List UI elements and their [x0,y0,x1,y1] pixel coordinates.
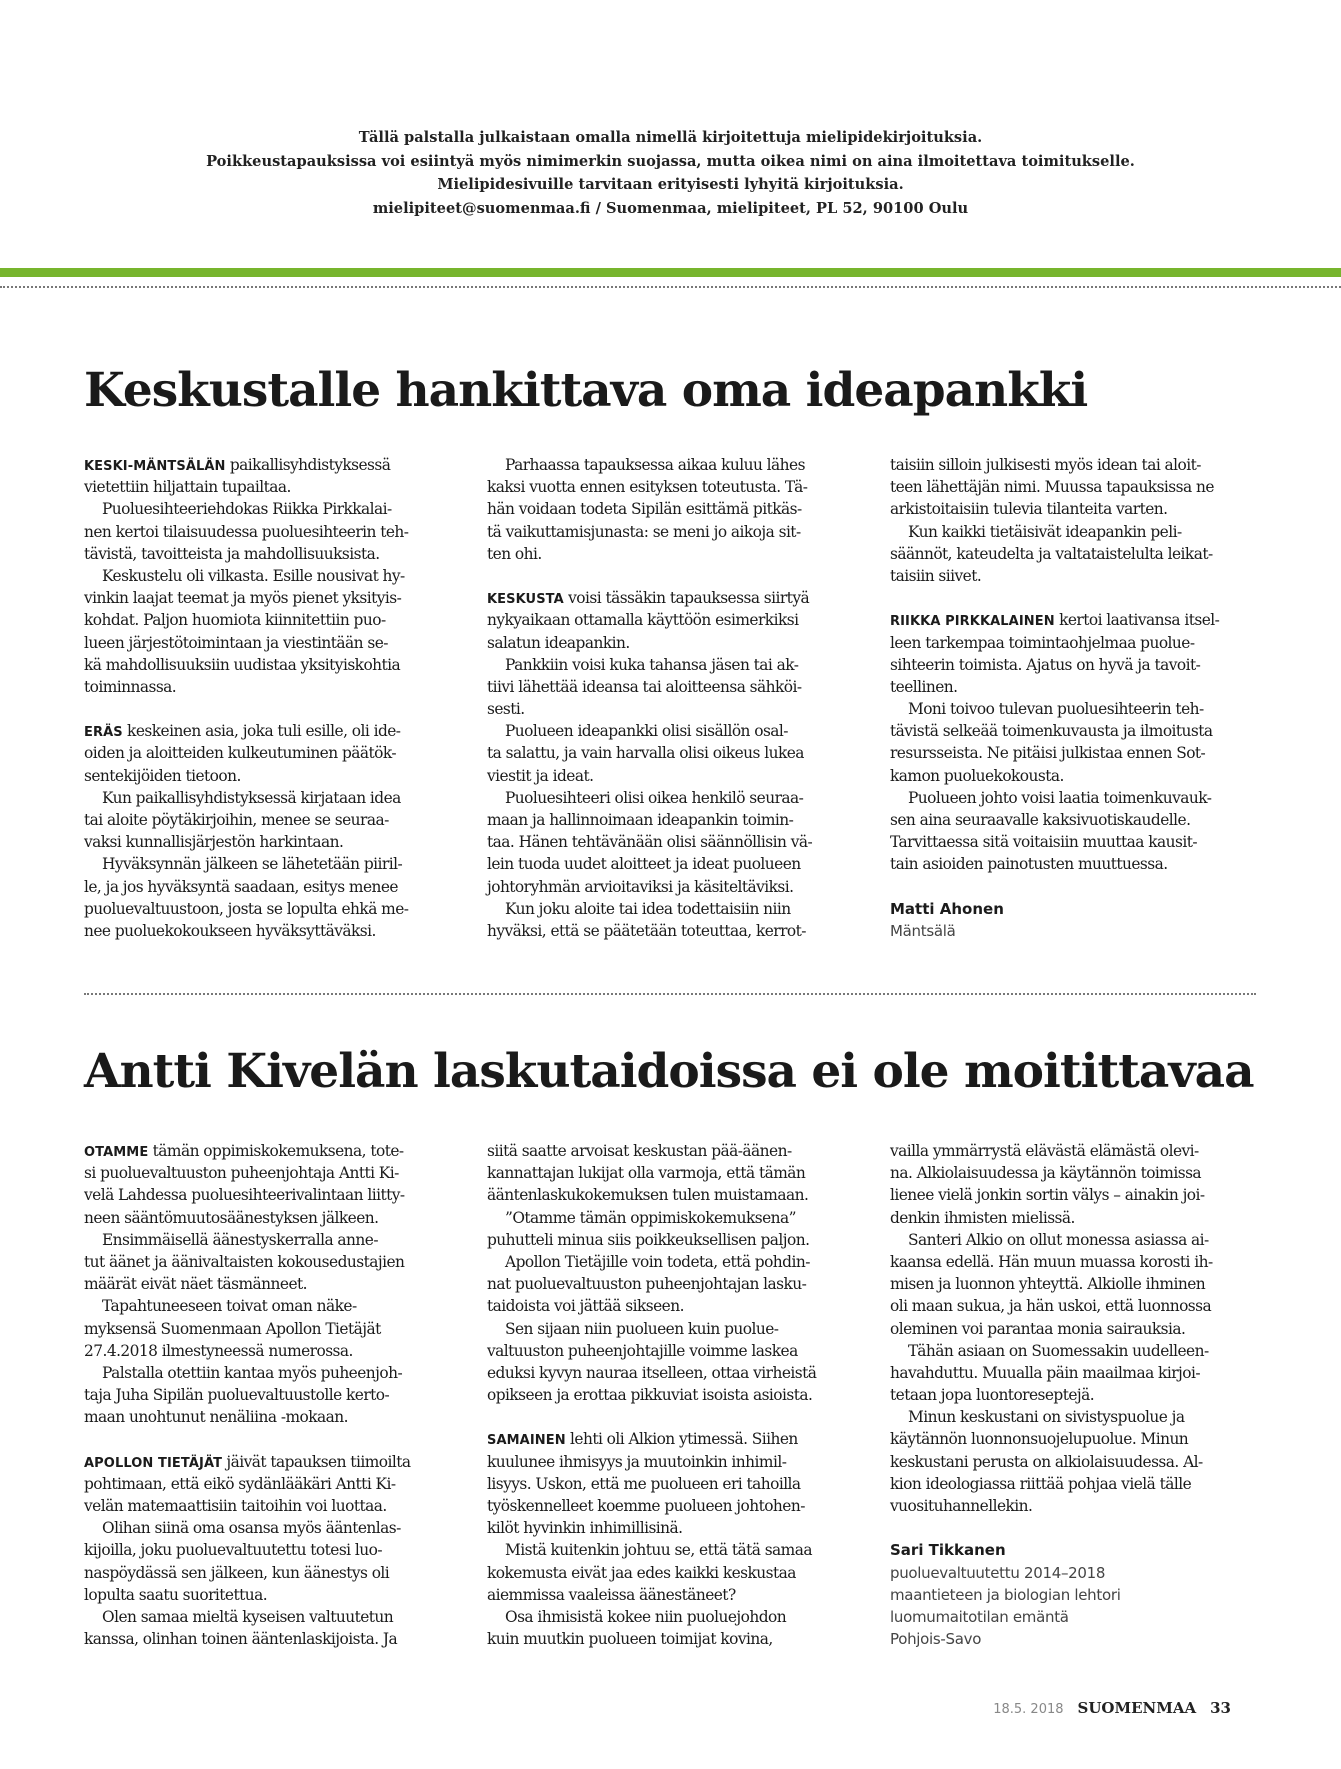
text-line: eduksi kyvyn nauraa itselleen, ottaa virheistä [487,1363,817,1382]
text-line: Kun paikallisyhdistyksessä kirjataan idea [102,788,401,807]
dotted-divider [84,993,1256,995]
lead-word: OTAMME [84,1145,149,1160]
text-line: Puoluesihteeri olisi oikea henkilö seuraa- [505,788,804,807]
intro-line: Mielipidesivuille tarvitaan erityisesti lyhyitä kirjoituksia. [437,176,904,193]
text-line: oiden ja aloitteiden kulkeutuminen päätök- [84,744,396,763]
text-line: puoluevaltuustoon, josta se lopulta ehkä me- [84,899,409,918]
text-line: Puolueen johto voisi laatia toimenkuvauk- [908,788,1212,807]
text-line: KESKUSTA voisi tässäkin tapauksessa siirtyä [487,589,810,608]
text-line: nee puoluekokoukseen hyväksyttäväksi. [84,921,376,940]
text-line: Hyväksynnän jälkeen se lähetetään piiril- [102,855,403,874]
text-line: teen lähettäjän nimi. Muussa tapauksissa ne [890,478,1214,497]
text-line: Keskustelu oli vilkasta. Esille nousivat hy- [102,566,405,585]
text-line: puhutteli minua siis poikkeuksellisen paljon. [487,1230,810,1249]
text-line: tai aloite pöytäkirjoihin, menee se seuraa- [84,811,389,829]
text-line: johtoryhmän arvioitaviksi ja käsiteltäviksi. [487,877,794,896]
text-line: sesti. [487,700,525,719]
text-line: vailla ymmärrystä elävästä elämästä olevi- [890,1142,1199,1160]
text-line: tain asioiden painotusten muuttuessa. [890,855,1168,874]
text-line: Mistä kuitenkin johtuu se, että tätä samaa [505,1541,812,1560]
lead-word: RIIKKA PIRKKALAINEN [890,614,1055,630]
text-line: tiivi lähettää ideansa tai aloitteensa sähköi- [487,677,802,696]
text-line: kaksi vuotta ennen esityksen toteutusta. Tä- [487,478,808,497]
lead-word: ERÄS [84,725,123,741]
text-line: kion ideologiassa riittää pohjaa vielä tälle [890,1474,1192,1493]
text-line: SAMAINEN lehti oli Alkion ytimessä. Siihen [487,1430,798,1449]
text-line: sen aina seuraavalle kaksivuotiskaudelle. [890,811,1191,829]
text-line: kuulunee ihmisyys ja muutoinkin inhimil- [487,1452,787,1471]
text-line: Apollon Tietäjille voin todeta, että pohdin- [505,1252,810,1271]
text-line: Palstalla otettiin kantaa myös puheenjoh- [102,1363,403,1382]
text-line: Tarvittaessa sitä voitaisiin muuttaa kausit- [890,833,1197,852]
lead-word: KESKUSTA [487,592,564,608]
text-line: Moni toivoo tulevan puoluesihteerin teh- [908,700,1204,719]
text-line: sihteerin toimista. Ajatus on hyvä ja tavoit- [890,655,1201,674]
article-2-column-3 [890,1140,1253,1650]
text-line: opikseen ja erottaa pikkuviat isoista asioista. [487,1386,813,1405]
text-line: na. Alkiolaisuudessa ja käytännön toimissa [890,1164,1202,1183]
text-line: taisiin silloin julkisesti myös idean tai aloit- [890,456,1201,474]
text-line: taisiin siivet. [890,566,982,585]
text-line: lueen järjestötoimintaan ja viestintään se- [84,633,388,652]
text-line: lein tuoda uudet aloitteet ja ideat puolueen [487,855,801,874]
text-line: Parhaassa tapauksessa aikaa kuluu lähes [505,456,805,474]
author-info-line: Pohjois-Savo [890,1630,982,1649]
lead-word: APOLLON TIETÄJÄT [84,1455,223,1471]
text-line: kannattajan lukijat olla varmoja, että tämän [487,1164,806,1183]
text-line: kilöt hyvinkin inhimillisinä. [487,1519,683,1538]
text-line: taja Juha Sipilän puoluevaltuustolle kerto- [84,1386,390,1405]
article-2-headline: Antti Kivelän laskutaidoissa ei ole moitittavaa [84,1044,1254,1099]
article-1-column-1 [84,454,447,942]
text-line: velä Lahdessa puoluesihteerivalintaan liitty- [84,1186,405,1205]
text-line: Olen samaa mieltä kyseisen valtuutetun [102,1607,394,1626]
text-line: työskennelleet koemme puolueen johtohen- [487,1497,805,1515]
text-line: OTAMME tämän oppimiskokemuksena, tote- [84,1142,404,1160]
text-line: Ensimmäisellä äänestyskerralla anne- [102,1230,378,1249]
text-line: lopulta saatu suoritettua. [84,1585,268,1604]
article-1-column-2 [487,454,850,942]
text-line: lisyys. Uskon, että me puolueen eri tahoilla [487,1474,801,1493]
text-line: nen kertoi tilaisuudessa puoluesihteerin teh- [84,522,409,541]
text-line: lienee vielä jonkin sortin välys – ainakin joi- [890,1186,1205,1205]
text-line: ERÄS keskeinen asia, joka tuli esille, oli ide- [84,722,401,741]
text-line: tävistä selkeää toimenkuvausta ja ilmoitusta [890,722,1213,741]
text-line: leen tarkempaa toimintaohjelmaa puolue- [890,633,1195,652]
text-line: maan unohtunut nenäliina -mokaan. [84,1408,348,1427]
author-name: Sari Tikkanen [890,1541,1006,1560]
author-info-line: puoluevaltuutettu 2014–2018 [890,1563,1106,1582]
text-line: arkistoitaisiin tulevia tilanteita varten. [890,500,1168,519]
author-location: Mäntsälä [890,921,956,940]
text-line: tut äänet ja äänivaltaisten kokousedustajien [84,1252,405,1271]
text-line: nykyaikaan ottamalla käyttöön esimerkiksi [487,611,799,630]
author-info-line: maantieteen ja biologian lehtori [890,1585,1121,1604]
text-line: resursseista. Ne pitäisi julkistaa ennen Sot- [890,744,1206,763]
intro-line: Poikkeustapauksissa voi esiintyä myös nimimerkin suojassa, mutta oikea nimi on aina ilmoitettava toimitukselle. [206,152,1135,170]
text-line: Santeri Alkio on ollut monessa asiassa ai- [908,1230,1209,1249]
page-footer [993,1699,1231,1718]
text-line: Minun keskustani on sivistyspuolue ja [908,1408,1185,1427]
text-line: vietettiin hiljattain tupailtaa. [84,478,291,497]
text-line: Puolueen ideapankki olisi sisällön osal- [505,722,788,741]
text-line: ta salattu, ja vain harvalla olisi oikeus lukea [487,744,804,763]
text-line: Kun kaikki tietäisivät ideapankin peli- [908,522,1182,541]
text-line: misen ja luonnon yhteyttä. Alkiolle ihminen [890,1275,1206,1294]
text-line: ten ohi. [487,544,542,563]
text-line: kokemusta eivät jaa edes kaikki keskustaa [487,1563,796,1582]
text-line: tetaan jopa luontoreseptejä. [890,1386,1095,1405]
text-line: keskustani perusta on alkiolaisuudessa. Al- [890,1452,1203,1471]
text-line: kuin muutkin puolueen toimijat kovina, [487,1630,773,1649]
text-line: kijoilla, joku puoluevaltuutettu totesi luo- [84,1541,382,1560]
green-divider-bar [0,268,1341,277]
text-line: taa. Hänen tehtävänään olisi säännöllisin vä- [487,833,813,852]
text-line: hän voidaan todeta Sipilän esittämä pitkäs- [487,500,802,519]
text-line: määrät eivät näet täsmänneet. [84,1275,308,1294]
text-line: säännöt, kateudelta ja valtataistelulta leikat- [890,544,1213,563]
text-line: velän matemaattisiin taitoihin voi luottaa. [84,1497,387,1515]
text-line: siitä saatte arvoisat keskustan pää-äänen- [487,1142,792,1160]
article-2-column-1 [84,1140,447,1650]
text-line: ääntenlaskukokemuksen tulen muistamaan. [487,1186,809,1205]
issue-date: 18.5. 2018 [993,1702,1064,1717]
text-line: Pankkiin voisi kuka tahansa jäsen tai ak- [505,655,799,674]
text-line: vaksi kunnallisjärjestön harkintaan. [84,833,344,852]
text-line: ”Otamme tämän oppimiskokemuksena” [505,1208,796,1227]
text-line: aiemmissa vaaleissa äänestäneet? [487,1585,736,1604]
lead-word: SAMAINEN [487,1433,566,1449]
text-line: kä mahdollisuuksiin uudistaa yksityiskohtia [84,655,401,674]
article-1-column-3 [890,454,1253,942]
text-line: valtuuston puheenjohtajille voimme laskea [487,1341,798,1360]
text-line: kanssa, olinhan toinen ääntenlaskijoista. Ja [84,1630,398,1649]
text-line: myksensä Suomenmaan Apollon Tietäjät [84,1319,381,1338]
text-line: viestit ja ideat. [487,766,594,785]
text-line: kamon puoluekokousta. [890,766,1064,785]
text-line: Tähän asiaan on Suomessakin uudelleen- [908,1341,1209,1360]
text-line: denkin ihmisten mielissä. [890,1208,1075,1227]
text-line: KESKI-MÄNTSÄLÄN paikallisyhdistyksessä [84,456,391,474]
text-line: toiminnassa. [84,677,177,696]
text-line: le, ja jos hyväksyntä saadaan, esitys menee [84,877,398,896]
dotted-divider [0,286,1341,288]
lead-word: KESKI-MÄNTSÄLÄN [84,459,226,474]
text-line: neen sääntömuutosäänestyksen jälkeen. [84,1208,379,1227]
author-info-line: luomumaitotilan emäntä [890,1607,1069,1626]
text-line: salatun ideapankin. [487,633,630,652]
text-line: naspöydässä sen jälkeen, kun äänestys oli [84,1563,390,1582]
author-name: Matti Ahonen [890,899,1004,918]
intro-line: Tällä palstalla julkaistaan omalla nimellä kirjoitettuja mielipidekirjoituksia. [358,129,983,146]
text-line: pohtimaan, että eikö sydänlääkäri Antti Ki- [84,1474,396,1493]
text-line: oleminen voi parantaa monia sairauksia. [890,1319,1186,1338]
article-2-column-2 [487,1140,850,1650]
text-line: Osa ihmisistä kokee niin puoluejohdon [505,1607,787,1626]
text-line: maan ja hallinnoimaan ideapankin toimin- [487,811,794,829]
text-line: hyväksi, että se päätetään toteuttaa, kerrot- [487,921,806,940]
text-line: vuosituhannellekin. [890,1497,1033,1515]
text-line: havahduttu. Muualla päin maailmaa kirjoi- [890,1363,1200,1382]
text-line: APOLLON TIETÄJÄT jäivät tapauksen tiimoilta [84,1452,411,1471]
text-line: Tapahtuneeseen toivat oman näke- [102,1297,357,1316]
text-line: oli maan sukua, ja hän uskoi, että luonnossa [890,1297,1212,1316]
text-line: Kun joku aloite tai idea todettaisiin niin [505,899,791,918]
text-line: 27.4.2018 ilmestyneessä numerossa. [84,1341,353,1360]
page-number: 33 [1210,1699,1231,1717]
text-line: Puoluesihteeriehdokas Riikka Pirkkalai- [102,500,392,519]
text-line: Sen sijaan niin puolueen kuin puolue- [505,1319,779,1338]
text-line: nat puoluevaltuuston puheenjohtajan lasku- [487,1275,807,1294]
text-line: tä vaikuttamisjunasta: se meni jo aikoja sit- [487,522,801,541]
text-line: si puoluevaltuuston puheenjohtaja Antti Ki- [84,1164,399,1183]
magazine-name: SUOMENMAA [1077,1699,1197,1717]
intro-notice [0,126,1341,220]
text-line: RIIKKA PIRKKALAINEN kertoi laativansa itsel- [890,611,1220,630]
text-line: teellinen. [890,677,958,696]
text-line: käytännön luonnonsuojelupuolue. Minun [890,1430,1189,1449]
text-line: sentekijöiden tietoon. [84,766,241,785]
text-line: Olihan siinä oma osansa myös ääntenlas- [102,1519,401,1538]
text-line: kohdat. Paljon huomiota kiinnitettiin puo- [84,611,386,630]
text-line: taidoista voi jättää sikseen. [487,1297,684,1316]
text-line: tävistä, tavoitteista ja mahdollisuuksista. [84,544,380,563]
intro-line: mielipiteet@suomenmaa.fi / Suomenmaa, mielipiteet, PL 52, 90100 Oulu [372,199,969,217]
text-line: kaansa edellä. Hän muun muassa korosti ih- [890,1252,1213,1271]
text-line: vinkin laajat teemat ja myös pienet yksityis- [84,589,402,608]
article-1-headline: Keskustalle hankittava oma ideapankki [84,363,1088,418]
